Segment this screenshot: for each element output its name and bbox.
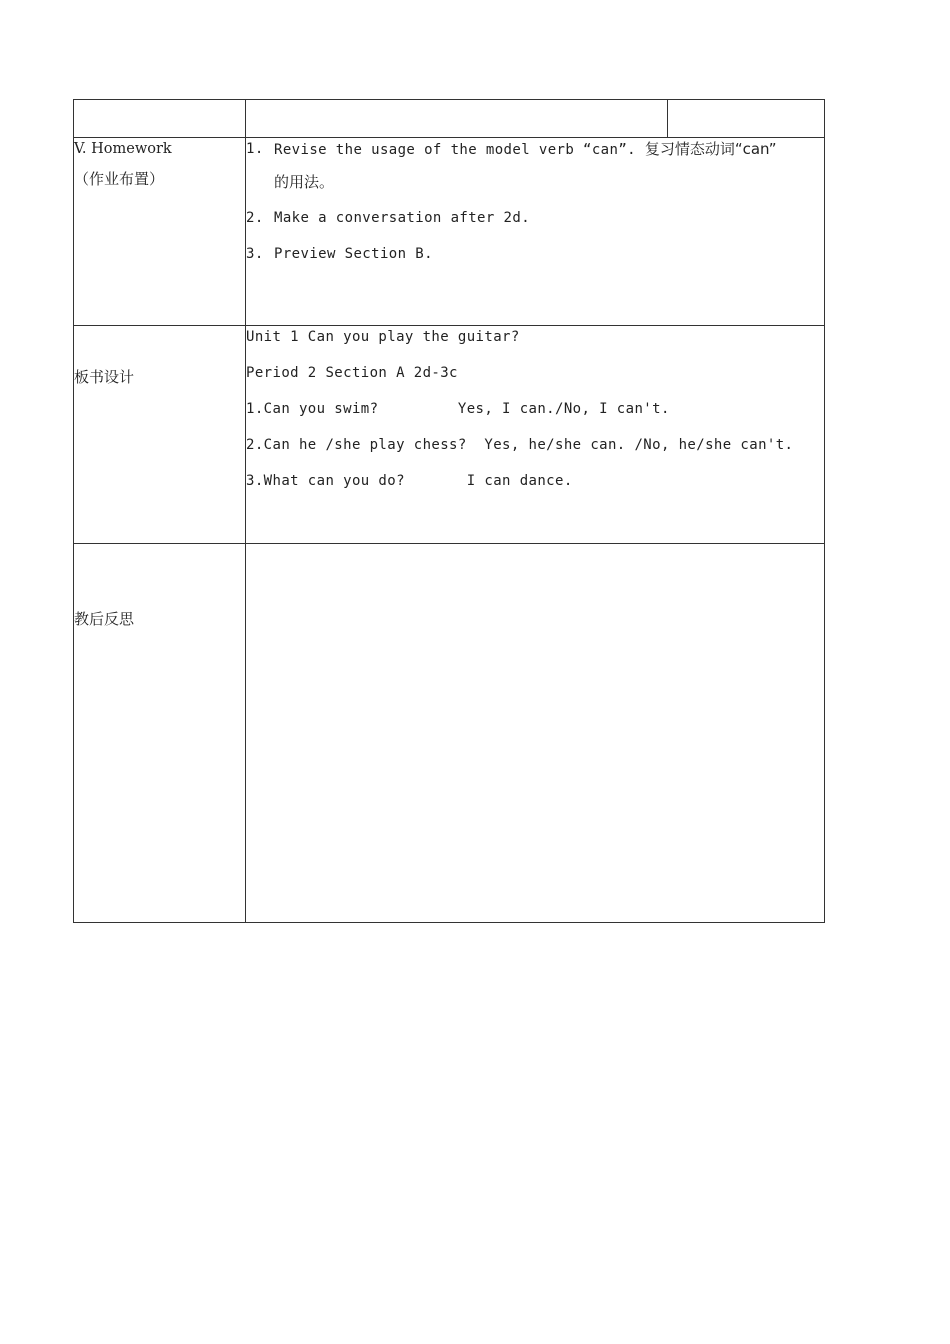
homework-item-1	[246, 138, 824, 161]
homework-item-3	[246, 243, 824, 265]
homework-label-cn: （作业布置）	[74, 170, 165, 188]
homework-list	[246, 138, 824, 265]
board-content-cell	[246, 326, 825, 544]
board-line-2: Period 2 Section A 2d-3c	[246, 365, 458, 381]
homework-item-text: Preview Section B.	[274, 246, 433, 262]
board-line-4: 2.Can he /she play chess? Yes, he/she can. /No, he/she can't.	[246, 437, 794, 453]
homework-row	[74, 138, 825, 326]
reflection-label-cell	[74, 544, 246, 923]
board-label-cell	[74, 326, 246, 544]
homework-item-number: 3.	[246, 246, 264, 262]
homework-item-number: 1.	[246, 141, 264, 157]
reflection-content-cell	[246, 544, 825, 923]
homework-item-number: 2.	[246, 210, 264, 226]
board-label: 板书设计	[74, 368, 135, 386]
homework-item-text: Make a conversation after 2d.	[274, 210, 531, 226]
table-header-row	[74, 100, 825, 138]
reflection-label: 教后反思	[74, 610, 135, 628]
board-design-row	[74, 326, 825, 544]
board-line-5: 3.What can you do? I can dance.	[246, 473, 573, 489]
board-line-3: 1.Can you swim? Yes, I can./No, I can't.	[246, 401, 670, 417]
empty-cell-3	[668, 100, 825, 138]
reflection-row	[74, 544, 825, 923]
homework-label-cell	[74, 138, 246, 326]
homework-item-2	[246, 207, 824, 229]
homework-content-cell	[246, 138, 825, 326]
homework-item-text-en: Revise the usage of the model verb “can”.	[274, 142, 636, 158]
lesson-plan-table	[73, 99, 825, 923]
empty-cell-1	[74, 100, 246, 138]
homework-item-text-cn: 复习情态动词“can”	[644, 140, 777, 158]
empty-cell-2	[246, 100, 668, 138]
homework-item-1-continued: 的用法。	[274, 173, 335, 191]
board-line-1: Unit 1 Can you play the guitar?	[246, 329, 520, 345]
homework-label-en: V. Homework	[74, 141, 172, 157]
